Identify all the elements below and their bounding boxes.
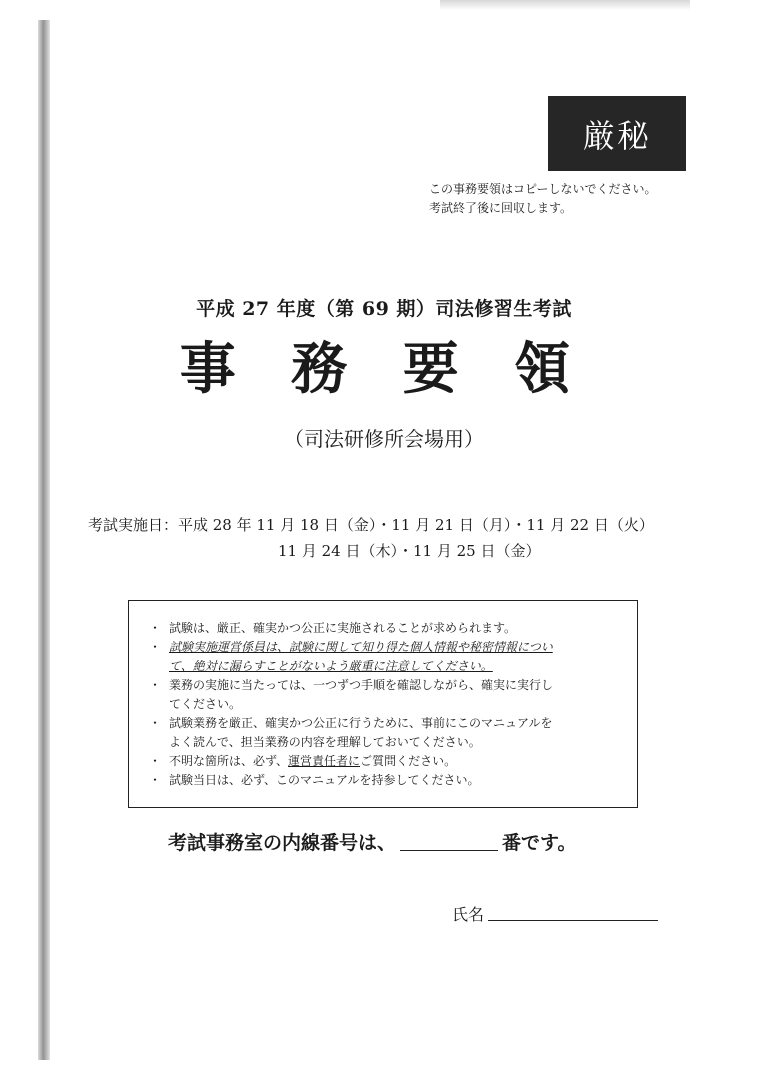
bullet-icon: ・ bbox=[149, 640, 162, 654]
name-label: 氏名 bbox=[452, 905, 485, 924]
page-title: 事 務 要 領 bbox=[179, 336, 589, 402]
name-blank-line[interactable] bbox=[488, 920, 658, 921]
notice-box bbox=[128, 600, 638, 808]
notice-item bbox=[149, 714, 623, 752]
bullet-icon: ・ bbox=[149, 773, 162, 787]
notice-text: てください。 bbox=[169, 697, 242, 711]
venue-label: （司法研修所会場用） bbox=[284, 427, 484, 451]
notice-text: 業務の実施に当たっては、一つずつ手順を確認しながら、確実に実行し bbox=[169, 678, 554, 692]
confidential-stamp bbox=[548, 96, 686, 171]
extension-text-pre: 考試事務室の内線番号は、 bbox=[168, 832, 397, 854]
scan-shadow-top bbox=[440, 0, 690, 10]
notice-text: 試験当日は、必ず、このマニュアルを持参してください。 bbox=[169, 773, 480, 787]
confidential-label: 厳秘 bbox=[582, 116, 651, 155]
notice-text: 試験業務を厳正、確実かつ公正に行うために、事前にこのマニュアルを bbox=[169, 716, 553, 730]
notice-text-underlined: 運営責任者に bbox=[288, 754, 361, 768]
extension-line bbox=[168, 828, 728, 855]
notice-text: よく読んで、担当業務の内容を理解しておいてください。 bbox=[169, 735, 481, 749]
exam-dates bbox=[88, 512, 728, 564]
notice-item bbox=[149, 676, 623, 714]
name-field bbox=[452, 902, 484, 925]
bullet-icon: ・ bbox=[149, 678, 162, 692]
extension-number-blank[interactable] bbox=[400, 834, 498, 851]
bullet-icon: ・ bbox=[149, 716, 162, 730]
notice-text: 試験は、厳正、確実かつ公正に実施されることが求められます。 bbox=[169, 621, 517, 635]
notice-item bbox=[149, 771, 623, 790]
exam-subtitle: 平成 27 年度（第 69 期）司法修習生考試 bbox=[196, 298, 572, 320]
notice-list bbox=[149, 619, 623, 790]
no-copy-note: この事務要領はコピーしないでください。 bbox=[429, 182, 657, 196]
extension-text-post: 番です。 bbox=[502, 832, 577, 854]
notice-item bbox=[149, 752, 623, 771]
bullet-icon: ・ bbox=[149, 621, 162, 635]
notice-item bbox=[149, 638, 623, 676]
confidential-note bbox=[429, 180, 729, 218]
exam-dates-line1: 考試実施日：平成 28 年 11 月 18 日（金）・11 月 21 日（月）・11 月 22 日（火） bbox=[88, 516, 654, 534]
scan-shadow-edge bbox=[38, 20, 50, 1060]
notice-item bbox=[149, 619, 623, 638]
collection-note: 考試終了後に回収します。 bbox=[429, 201, 573, 215]
notice-text: ご質問ください。 bbox=[360, 754, 457, 768]
notice-text: 試験実施運営係員は、試験に関して知り得た個人情報や秘密情報につい bbox=[169, 640, 553, 654]
notice-text: 不明な箇所は、必ず、 bbox=[169, 754, 289, 768]
exam-dates-line2: 11 月 24 日（木）・11 月 25 日（金） bbox=[278, 542, 541, 560]
notice-text: て、絶対に漏らすことがないよう厳重に注意してください。 bbox=[169, 659, 493, 673]
bullet-icon: ・ bbox=[149, 754, 162, 768]
